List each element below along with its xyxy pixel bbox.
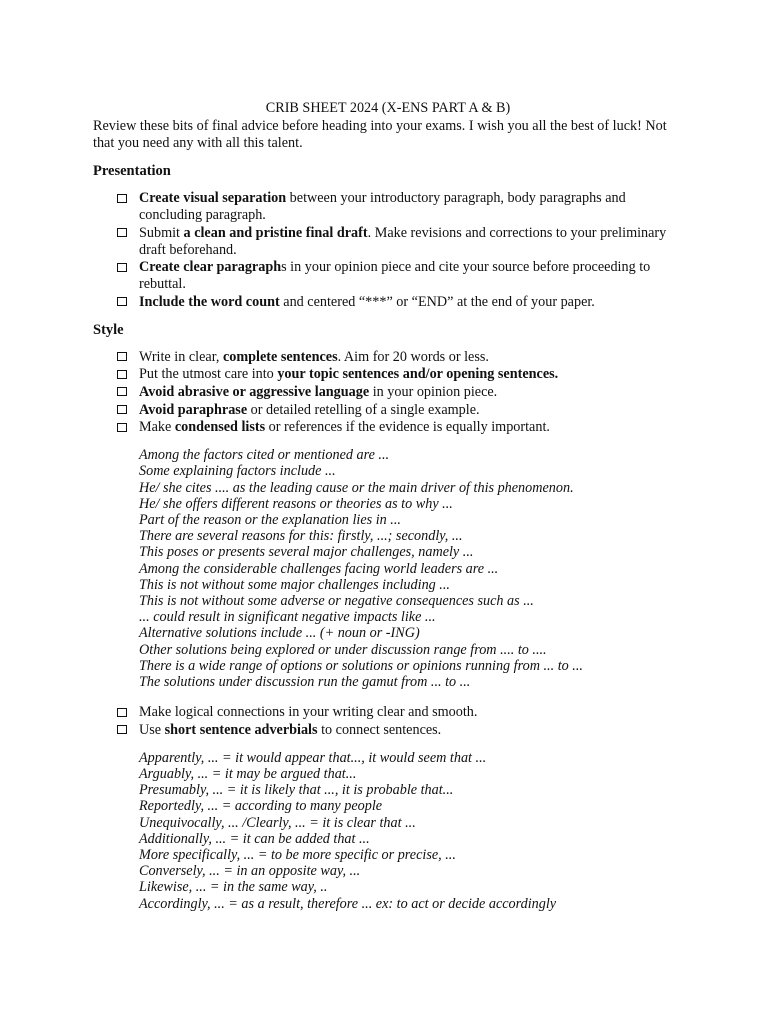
checkbox-icon xyxy=(117,297,127,306)
checklist-item xyxy=(117,384,683,401)
document-title: CRIB SHEET 2024 (X-ENS PART A & B) xyxy=(265,100,511,116)
checklist-item xyxy=(117,704,683,721)
example-line: This is not without some adverse or negative consequences such as ... xyxy=(139,592,534,609)
checklist-item xyxy=(117,722,683,739)
example-line: Alternative solutions include ... (+ noun or -ING) xyxy=(139,625,420,642)
item-bold: Create clear paragraph xyxy=(139,259,282,276)
style-checklist-continued xyxy=(93,704,683,739)
example-line: He/ she offers different reasons or theories as to why ... xyxy=(139,495,453,512)
example-line: Accordingly, ... = as a result, therefore ... ex: to act or decide accordingly xyxy=(139,895,557,912)
style-heading: Style xyxy=(93,321,124,338)
checklist-item xyxy=(117,402,683,419)
example-line: This is not without some major challenges including ... xyxy=(139,576,450,593)
example-line: He/ she cites .... as the leading cause or the main driver of this phenomenon. xyxy=(139,479,574,496)
checkbox-icon xyxy=(117,387,127,396)
presentation-checklist xyxy=(93,190,683,311)
item-text: Write in clear, xyxy=(139,348,223,365)
checkbox-icon xyxy=(117,708,127,717)
checkbox-icon xyxy=(117,228,127,237)
item-text: or references if the evidence is equally important. xyxy=(265,419,550,436)
checklist-item xyxy=(117,366,683,383)
item-bold: Avoid paraphrase xyxy=(139,401,248,418)
example-line: Arguably, ... = it may be argued that... xyxy=(139,766,357,782)
checkbox-icon xyxy=(117,194,127,203)
item-text: Make logical connections in your writing clear and smooth. xyxy=(139,704,478,721)
adverbial-examples xyxy=(139,750,683,913)
item-text: . Make revisions and corrections to your preliminary draft beforehand. xyxy=(139,224,667,258)
example-line: This poses or presents several major challenges, namely ... xyxy=(139,544,474,561)
example-line: There are several reasons for this: firstly, ...; secondly, ... xyxy=(139,528,463,545)
example-line: Additionally, ... = it can be added that ... xyxy=(139,830,370,847)
item-bold: your topic sentences and/or opening sentences. xyxy=(277,366,559,383)
example-line: Likewise, ... = in the same way, .. xyxy=(139,879,328,896)
checklist-item xyxy=(117,419,683,436)
example-line: ... could result in significant negative impacts like ... xyxy=(139,609,436,626)
checklist-item xyxy=(117,190,683,224)
example-line: There is a wide range of options or solutions or opinions running from ... to ... xyxy=(139,657,583,674)
presentation-heading: Presentation xyxy=(93,163,171,179)
item-text: and centered “***” or “END” at the end of your paper. xyxy=(279,293,595,310)
checkbox-icon xyxy=(117,370,127,379)
example-line: Some explaining factors include ... xyxy=(139,463,336,480)
item-bold: Create visual separation xyxy=(139,190,287,206)
item-text: to connect sentences. xyxy=(317,721,442,738)
item-text: Use xyxy=(139,721,165,738)
example-line: Other solutions being explored or under discussion range from .... to .... xyxy=(139,641,547,658)
checkbox-icon xyxy=(117,263,127,272)
checkbox-icon xyxy=(117,405,127,414)
example-line: Conversely, ... = in an opposite way, ... xyxy=(139,863,361,880)
example-line: The solutions under discussion run the gamut from ... to ... xyxy=(139,674,471,690)
example-line: Presumably, ... = it is likely that ..., it is probable that... xyxy=(139,782,454,799)
checklist-item xyxy=(117,259,683,293)
item-bold: condensed lists xyxy=(174,419,266,436)
item-text: . Aim for 20 words or less. xyxy=(337,348,489,365)
checklist-item xyxy=(117,294,683,311)
intro-paragraph: Review these bits of final advice before heading into your exams. I wish you all the best of luck! Not that you need any with all this talent. xyxy=(93,118,667,151)
example-line: Apparently, ... = it would appear that..., it would seem that ... xyxy=(139,749,487,766)
checklist-item xyxy=(117,225,683,259)
item-bold: Avoid abrasive or aggressive language xyxy=(139,383,370,400)
example-line: More specifically, ... = to be more specific or precise, ... xyxy=(139,847,456,864)
item-text: Put the utmost care into xyxy=(139,366,278,383)
example-line: Part of the reason or the explanation lies in ... xyxy=(139,511,401,528)
checkbox-icon xyxy=(117,725,127,734)
item-text: in your opinion piece. xyxy=(369,383,498,400)
list-phrase-examples xyxy=(139,447,683,691)
item-bold: complete sentences xyxy=(222,348,338,365)
checkbox-icon xyxy=(117,423,127,432)
item-text: Make xyxy=(139,419,175,436)
example-line: Among the factors cited or mentioned are ... xyxy=(139,447,390,464)
item-bold: a clean and pristine final draft xyxy=(183,224,368,241)
example-line: Reportedly, ... = according to many people xyxy=(139,798,383,815)
checkbox-icon xyxy=(117,352,127,361)
document-page xyxy=(93,100,683,912)
item-bold: Include the word count xyxy=(139,293,280,310)
example-line: Unequivocally, ... /Clearly, ... = it is clear that ... xyxy=(139,814,416,831)
checklist-item xyxy=(117,349,683,366)
item-text: Submit xyxy=(139,224,184,241)
item-text: s in your opinion piece and cite your source before proceeding to rebuttal. xyxy=(139,259,651,293)
example-line: Among the considerable challenges facing world leaders are ... xyxy=(139,560,499,577)
item-bold: short sentence adverbials xyxy=(164,721,318,738)
item-text: or detailed retelling of a single example. xyxy=(247,401,480,418)
style-checklist xyxy=(93,349,683,436)
item-text: between your introductory paragraph, body paragraphs and concluding paragraph. xyxy=(139,190,626,223)
